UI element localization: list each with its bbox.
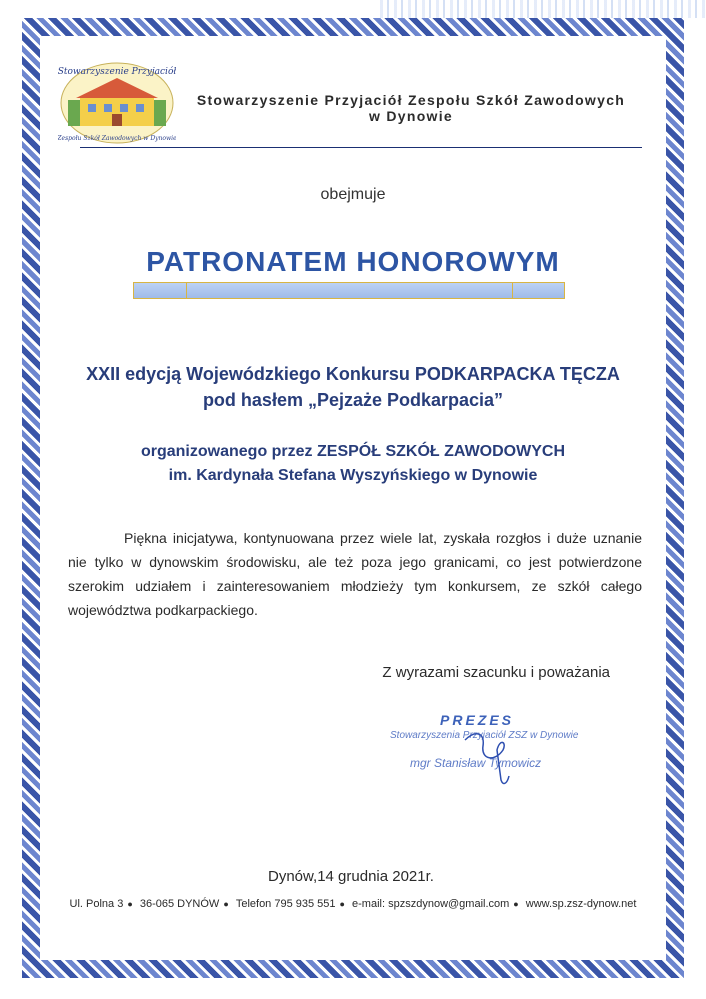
organizer-line2: im. Kardynała Stefana Wyszyńskiego w Dynowie [168,467,538,484]
bullet-icon: ● [513,899,519,909]
logo-text-top: Stowarzyszenie Przyjaciół [58,67,176,77]
handwritten-signature [445,720,535,790]
body-paragraph: Piękna inicjatywa, kontynuowana przez wiele lat, zyskała rozgłos i duże uznanie nie tylko w dynowskim środowisku, ale też poza jego granicami, co jest potwierdzone szerokim udziałem i zainteresowaniem młodzieży tym konkursem, ze szkół całego województwa podkarpackiego. [68,530,642,618]
footer-website: www.sp.zsz-dynow.net [525,898,637,910]
intro-text: obejmuje [320,186,386,203]
organization-name [176,92,646,124]
organizer-line1: organizowanego przez ZESPÓŁ SZKÓŁ ZAWODOWYCH [140,443,565,460]
bullet-icon: ● [223,899,229,909]
closing-phrase: Z wyrazami szacunku i poważania [382,664,610,681]
stamp-organization: Stowarzyszenia Przyjaciół ZSZ w Dynowie [390,730,579,741]
logo-text-bottom: Zespołu Szkół Zawodowych w Dynowie [58,135,176,142]
headline-line2: pod hasłem „Pejzaże Podkarpacia” [202,390,504,410]
bar-divider [186,283,187,298]
document-title: PATRONATEM HONOROWYM [146,246,560,277]
footer-address: Ul. Polna 3 [69,898,124,910]
org-name-line2: w Dynowie [368,108,454,124]
title-underline-bar [133,282,565,299]
bar-divider [512,283,513,298]
bullet-icon: ● [339,899,345,909]
headline-line1: XXII edycją Wojewódzkiego Konkursu PODKARPACKA TĘCZA [86,364,620,384]
header-divider [80,147,642,148]
footer-contact [0,898,706,910]
decorative-border [22,18,684,978]
footer-city: 36-065 DYNÓW [139,898,220,910]
association-logo [58,60,176,146]
footer-email: e-mail: spzszdynow@gmail.com [352,898,510,910]
document-date: Dynów,14 grudnia 2021r. [268,868,434,885]
top-speckle-decoration [380,0,706,18]
stamp-title: PREZES [440,712,515,728]
stamp-name: mgr Stanisław Tymowicz [410,756,542,770]
org-name-line1: Stowarzyszenie Przyjaciół Zespołu Szkół Zawodowych [196,92,626,108]
footer-phone: Telefon 795 935 551 [235,898,336,910]
bullet-icon: ● [127,899,133,909]
